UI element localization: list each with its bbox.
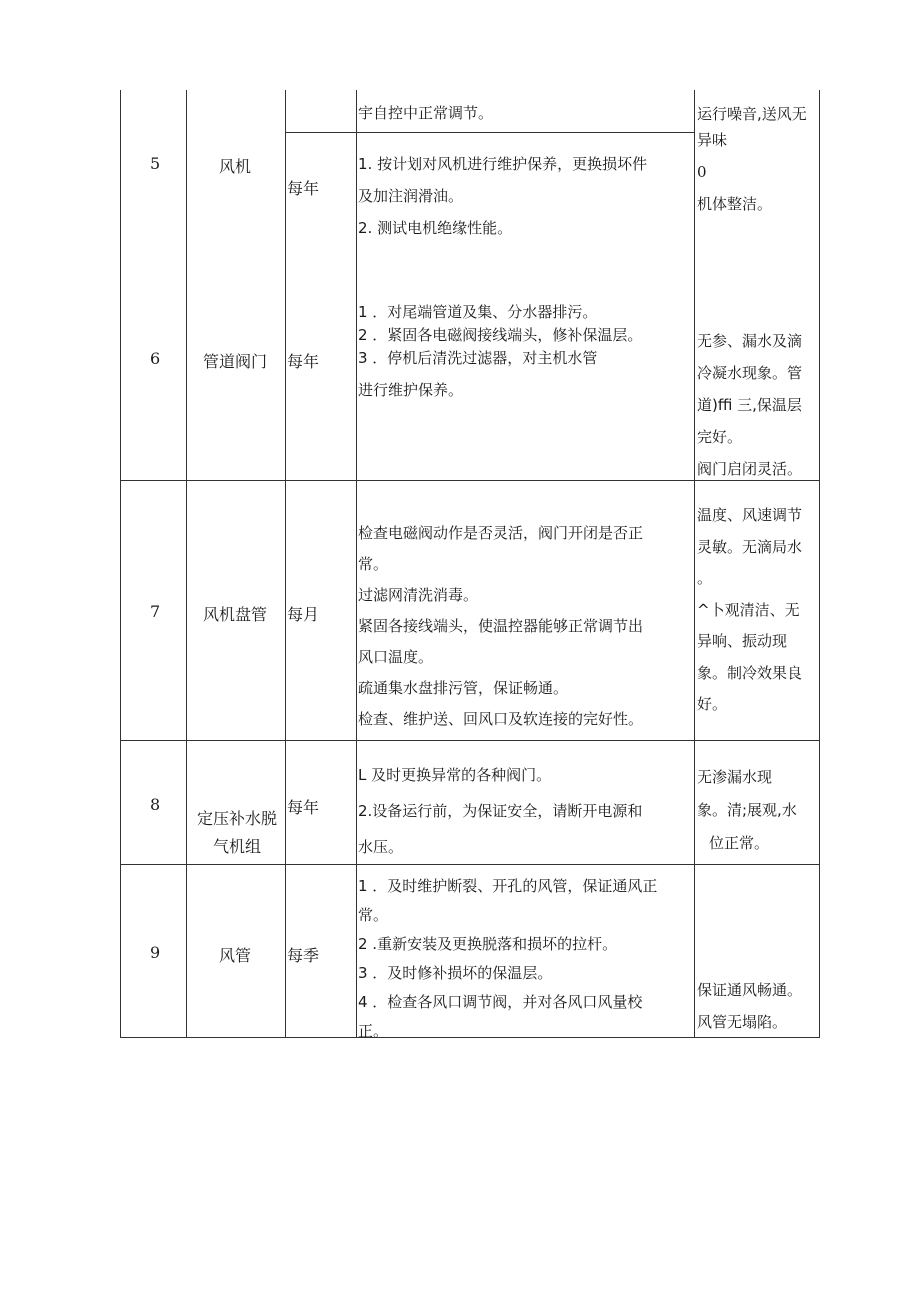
- maintenance-content: [358, 518, 643, 735]
- quality-standard: [697, 974, 802, 1038]
- maintenance-frequency: 每季: [287, 946, 320, 965]
- standard-line: 机体整洁。: [697, 195, 773, 213]
- content-line: 及加注润滑油。: [358, 187, 464, 205]
- content-line: 2. 测试电机绝缘性能。: [358, 219, 513, 237]
- standard-line: 0: [697, 163, 707, 181]
- content-line: 检查电磁阀动作是否灵活，阀门开闭是否正: [358, 524, 644, 542]
- content-line: 风口温度。: [358, 648, 434, 666]
- content-line: 2.设备运行前，为保证安全，请断开电源和: [358, 802, 643, 820]
- quality-standard: [697, 98, 807, 220]
- standard-line: 阀门启闭灵活。: [697, 460, 803, 478]
- quality-standard: [697, 500, 802, 721]
- content-line: 2 .重新安装及更换脱落和损坏的拉杆。: [358, 935, 618, 953]
- row-number: 6: [150, 349, 161, 368]
- table-border-right: [819, 90, 820, 1038]
- standard-line: ^卜观清洁、无: [697, 600, 800, 619]
- content-line: 疏通集水盘排污管，保证畅通。: [358, 679, 569, 697]
- standard-line: 无渗漏水现: [697, 768, 773, 786]
- column-divider-num: [186, 90, 187, 1038]
- quality-standard: [697, 761, 797, 860]
- standard-line: 。: [697, 569, 713, 587]
- equipment-name: [193, 805, 281, 861]
- content-line: 紧固各接线端头，使温控器能够正常调节出: [358, 617, 644, 635]
- table-border-left: [120, 90, 121, 1038]
- row5-inner-divider: [285, 132, 694, 133]
- standard-line: 无参、漏水及滴: [697, 332, 803, 350]
- equipment-name: 管道阀门: [203, 352, 268, 371]
- maintenance-content: [358, 872, 692, 1037]
- content-line: 2 ．紧固各电磁阀接线端头，修补保温层。: [358, 326, 643, 344]
- row-number: 5: [150, 154, 161, 173]
- row-number: 9: [150, 943, 161, 962]
- content-line: 水压。: [358, 838, 404, 856]
- maintenance-frequency: 每年: [287, 352, 320, 371]
- maintenance-frequency: 每年: [287, 798, 320, 817]
- equipment-name-line: 气机组: [212, 837, 261, 856]
- row-number: 8: [150, 795, 161, 814]
- content-line: 过滤网清洗消毒。: [358, 586, 479, 604]
- maintenance-content: [358, 101, 493, 125]
- standard-line: 象。清;展观,水: [697, 801, 797, 819]
- maintenance-frequency: 每月: [287, 605, 320, 624]
- content-line: 常。: [358, 906, 389, 924]
- content-line: 宇自控中正常调节。: [358, 104, 494, 122]
- standard-line: 道)ffi 三,保温层: [697, 396, 802, 414]
- column-divider-freq: [356, 90, 357, 1038]
- content-line: 常。: [358, 555, 389, 573]
- standard-line: 冷凝水现象。管: [697, 364, 803, 382]
- content-line: 3 ．及时修补损坏的保温层。: [358, 964, 553, 982]
- row-number: 7: [150, 602, 161, 621]
- standard-line: 位正常。: [709, 834, 770, 852]
- equipment-name-line: 定压补水脱: [196, 809, 277, 828]
- content-line: 进行维护保养。: [358, 381, 464, 399]
- standard-line: 异味: [697, 131, 728, 149]
- standard-line: 好。: [697, 695, 728, 713]
- content-line: 4 ．检查各风口调节阀，并对各风口风量校: [358, 993, 643, 1011]
- standard-line: 完好。: [697, 428, 743, 446]
- content-line: 1 ．对尾端管道及集、分水器排污。: [358, 303, 598, 321]
- standard-line: 风管无塌陷。: [697, 1013, 788, 1031]
- standard-line: 灵敏。无滴局水: [697, 537, 803, 556]
- content-line: 检查、维护送、回风口及软连接的完好性。: [358, 710, 644, 728]
- equipment-name: 风管: [219, 946, 252, 965]
- maintenance-content: [358, 757, 642, 865]
- column-divider-name: [285, 90, 286, 1038]
- standard-line: 保证通风畅通。: [697, 981, 803, 999]
- standard-line: 异响、振动现: [697, 632, 788, 650]
- maintenance-content: [358, 148, 647, 244]
- content-line: 3 ．停机后清洗过滤器，对主机水管: [358, 349, 598, 367]
- content-line: L 及时更换异常的各种阀门。: [358, 766, 552, 784]
- standard-line: 象。制冷效果良: [697, 663, 803, 682]
- content-line: 正。: [358, 1022, 389, 1037]
- column-divider-content: [694, 90, 695, 1038]
- maintenance-frequency: 每年: [287, 179, 320, 198]
- equipment-name: 风机: [219, 157, 252, 176]
- standard-line: 温度、风速调节: [697, 506, 803, 524]
- maintenance-content: [358, 301, 642, 402]
- standard-line: 运行噪音,送风无: [697, 105, 807, 123]
- content-line: 1. 按计划对风机进行维护保养，更换损坏件: [358, 155, 648, 173]
- row-divider-7-8: [120, 740, 820, 741]
- quality-standard: [697, 325, 802, 485]
- equipment-name: 风机盘管: [203, 605, 268, 624]
- content-line: 1 ．及时维护断裂、开孔的风管，保证通风正: [358, 877, 658, 895]
